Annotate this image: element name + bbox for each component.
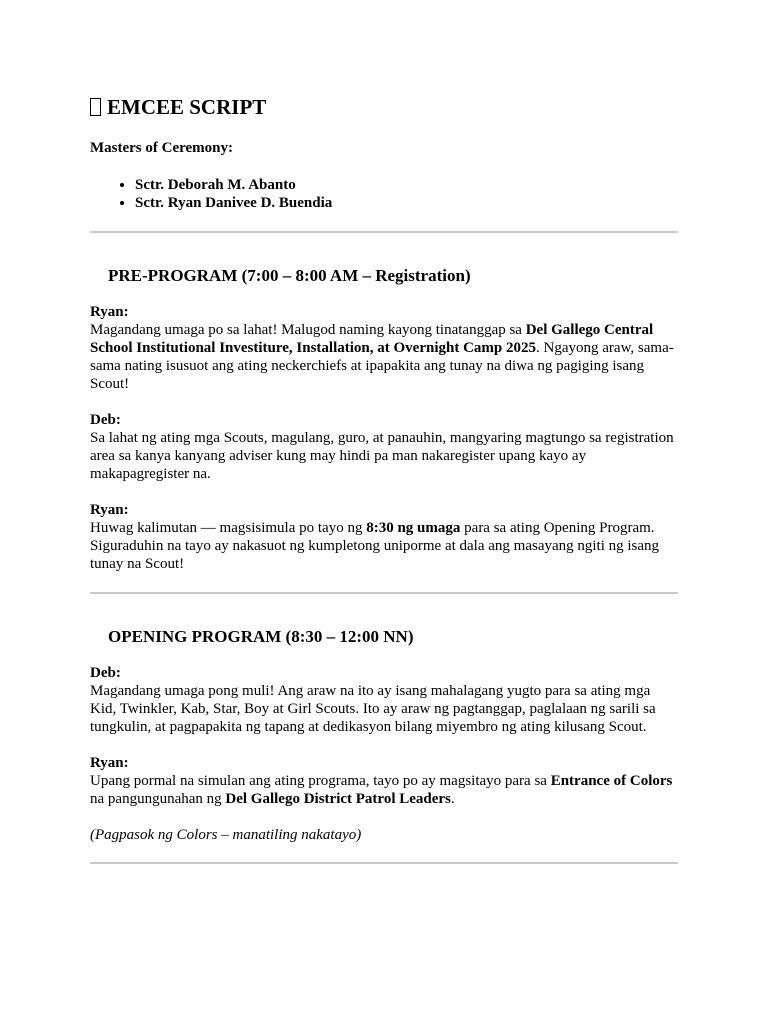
paragraph-text: . Ngayong araw, sama-sama nating isusuot ang ating neckerchiefs at ipapakita ang tunay na diwa ng pagiging isang Scout! — [90, 340, 674, 392]
document-page — [90, 92, 678, 864]
speaker-label: Deb: — [90, 412, 121, 428]
opening-program-heading: OPENING PROGRAM (8:30 – 12:00 NN) — [108, 627, 414, 646]
emphasis-text: Del Gallego Central School Institutional Investiture, Installation, at Overnight Camp 2025 — [90, 322, 654, 356]
emphasis-text: Entrance of Colors — [550, 773, 673, 789]
speaker-label: Deb: — [90, 665, 121, 681]
script-paragraph — [90, 772, 678, 808]
script-paragraph — [90, 682, 678, 736]
speaker-label: Ryan: — [90, 755, 129, 771]
document-title — [90, 92, 678, 122]
paragraph-text: Magandang umaga po sa lahat! Malugod naming kayong tinatanggap sa — [90, 322, 526, 338]
emphasis-text: Del Gallego District Patrol Leaders — [225, 791, 451, 807]
script-paragraph — [90, 321, 678, 393]
paragraph-text: Upang pormal na simulan ang ating programa, tayo po ay magsitayo para sa — [90, 773, 551, 789]
masters-label: Masters of Ceremony: — [90, 140, 234, 156]
paragraph-text: para sa ating Opening Program. Siguraduhin na tayo ay nakasuot ng kumpletong uniporme at dala ang masayang ngiti ng isang tunay na Scout! — [90, 520, 660, 572]
paragraph-text: Magandang umaga pong muli! Ang araw na ito ay isang mahalagang yugto para sa ating mga Kid, Twinkler, Kab, Star, Boy at Girl Scouts. Ito ay araw ng pagtanggap, paglalaan ng sarili sa tungkulin, at pagpapakita ng tapang at dedikasyon bilang miyembro ng ating kilusang Scout. — [90, 683, 656, 735]
master-name: • Sctr. Ryan Danivee D. Buendia — [135, 194, 678, 212]
document-title-text: EMCEE SCRIPT — [107, 95, 267, 119]
master-name: • Sctr. Deborah M. Abanto — [135, 176, 678, 194]
paragraph-text: Sa lahat ng ating mga Scouts, magulang, guro, at panauhin, mangyaring magtungo sa registration area sa kanya kanyang adviser kung may hindi pa man nakaregister upang kayo ay makapagregister na. — [90, 430, 674, 482]
speaker-label: Ryan: — [90, 502, 129, 518]
masters-list — [90, 176, 678, 212]
paragraph-text: na pangungunahan ng — [90, 791, 226, 807]
paragraph-text: . — [450, 791, 455, 807]
pre-program-heading: PRE-PROGRAM (7:00 – 8:00 AM – Registration) — [108, 266, 471, 285]
stage-direction-note: (Pagpasok ng Colors – manatiling nakatayo) — [90, 827, 362, 843]
script-paragraph — [90, 429, 678, 483]
section-divider — [90, 592, 678, 594]
speaker-label: Ryan: — [90, 304, 129, 320]
paragraph-text: Huwag kalimutan — magsisimula po tayo ng — [90, 520, 367, 536]
missing-glyph-icon — [90, 98, 101, 116]
section-divider — [90, 231, 678, 233]
section-divider — [90, 862, 678, 864]
script-paragraph — [90, 519, 678, 573]
emphasis-text: 8:30 ng umaga — [366, 520, 461, 536]
